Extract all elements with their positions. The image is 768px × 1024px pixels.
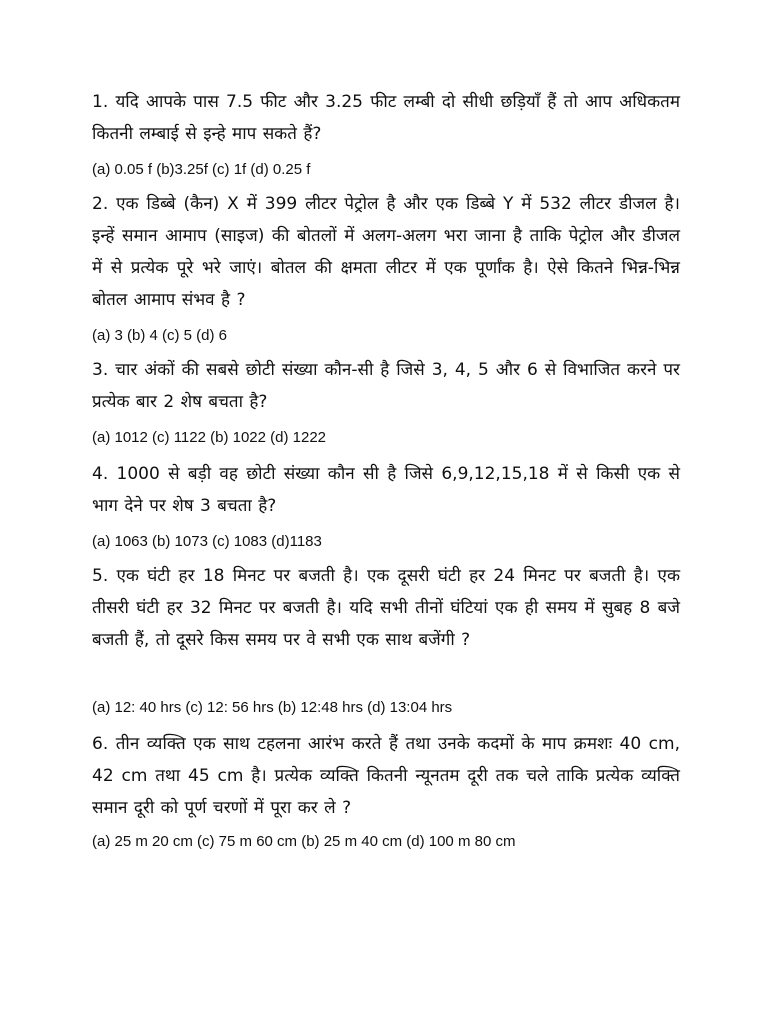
question-6-options: (a) 25 m 20 cm (c) 75 m 60 cm (b) 25 m 40 cm (d) 100 m 80 cm <box>92 833 516 850</box>
question-4-options: (a) 1063 (b) 1073 (c) 1083 (d)1183 <box>92 533 322 550</box>
question-2-options: (a) 3 (b) 4 (c) 5 (d) 6 <box>92 327 228 344</box>
question-2: 2. एक डिब्बे (कैन) X में 399 लीटर पेट्रोल है और एक डिब्बे Y में 532 लीटर डीजल है। इन्हें समान आमाप (साइज) की बोतलों में अलग-अलग भरा जाना है ताकि पेट्रोल और डीजल में से प्रत्येक पूरे भरे जाएं। बोतल की क्षमता लीटर में एक पूर्णांक है। ऐसे कितने भिन्न-भिन्न बोतल आमाप संभव है ? <box>92 194 680 310</box>
question-3-options: (a) 1012 (c) 1122 (b) 1022 (d) 1222 <box>92 429 327 446</box>
question-4: 4. 1000 से बड़ी वह छोटी संख्या कौन सी है जिसे 6,9,12,15,18 में से किसी एक से भाग देने पर शेष 3 बचता है? <box>92 464 680 516</box>
question-3: 3. चार अंकों की सबसे छोटी संख्या कौन-सी है जिसे 3, 4, 5 और 6 से विभाजित करने पर प्रत्येक बार 2 शेष बचता है? <box>92 360 680 412</box>
question-5: 5. एक घंटी हर 18 मिनट पर बजती है। एक दूसरी घंटी हर 24 मिनट पर बजती है। एक तीसरी घंटी हर 32 मिनट पर बजती है। यदि सभी तीनों घंटियां एक ही समय में सुबह 8 बजे बजती हैं, तो दूसरे किस समय पर वे सभी एक साथ बजेंगी ? <box>92 566 680 650</box>
question-1-options: (a) 0.05 f (b)3.25f (c) 1f (d) 0.25 f <box>92 161 311 178</box>
question-5-options: (a) 12: 40 hrs (c) 12: 56 hrs (b) 12:48 hrs (d) 13:04 hrs <box>92 699 453 716</box>
question-6: 6. तीन व्यक्ति एक साथ टहलना आरंभ करते हैं तथा उनके कदमों के माप क्रमशः 40 cm, 42 cm तथा 45 cm है। प्रत्येक व्यक्ति कितनी न्यूनतम दूरी तक चले ताकि प्रत्येक व्यक्ति समान दूरी को पूर्ण चरणों में पूरा कर ले ? <box>92 734 680 818</box>
question-1: 1. यदि आपके पास 7.5 फीट और 3.25 फीट लम्बी दो सीधी छड़ियाँ हैं तो आप अधिकतम कितनी लम्बाई से इन्हे माप सकते हैं? <box>92 92 680 144</box>
